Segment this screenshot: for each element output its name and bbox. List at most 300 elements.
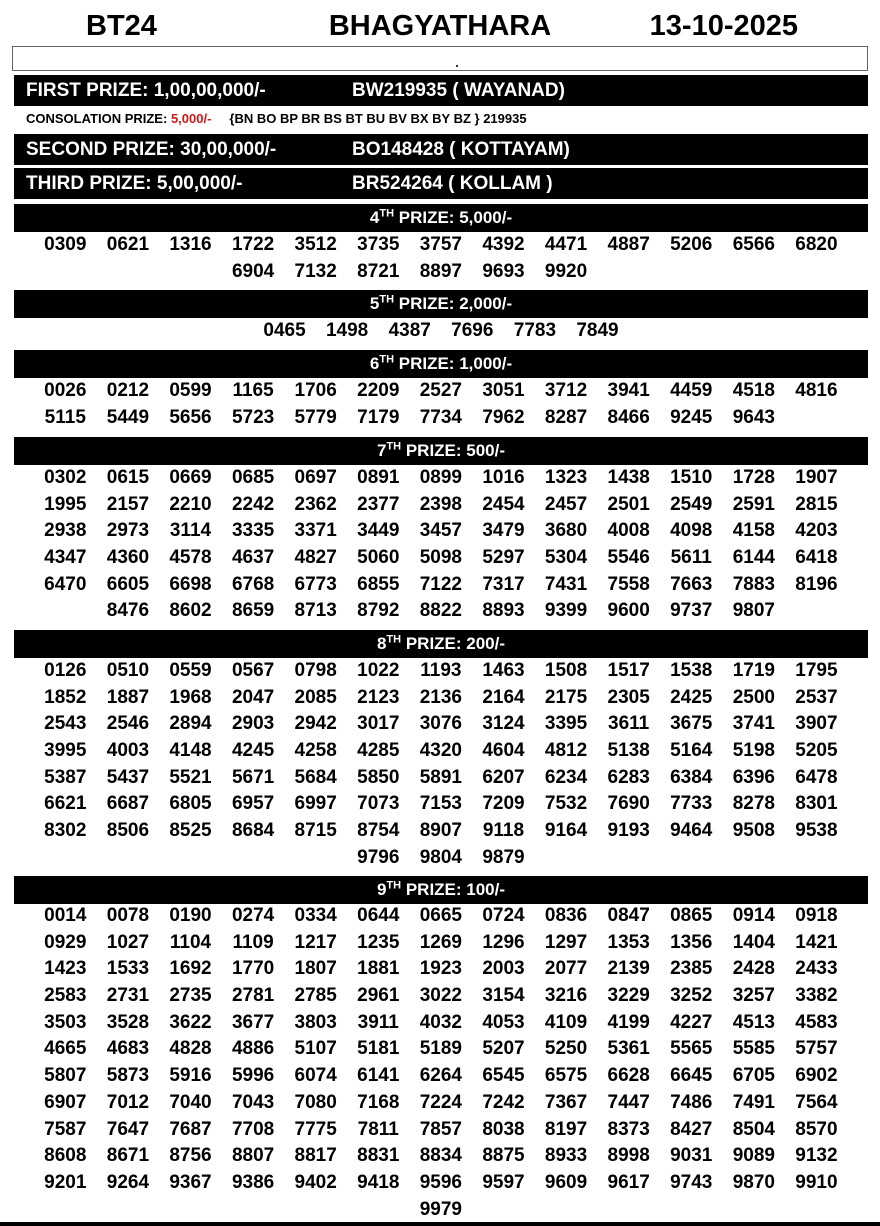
ticket-number: 1887 <box>106 686 150 708</box>
ticket-number: 9464 <box>670 820 713 842</box>
ticket-number: 3216 <box>544 985 588 1007</box>
ticket-number: 4148 <box>169 740 212 762</box>
ticket-number: 9245 <box>670 406 713 428</box>
ticket-number: 7558 <box>607 573 650 595</box>
draw-date: 13-10-2025 <box>649 10 798 42</box>
ticket-number: 4828 <box>169 1038 212 1060</box>
ticket-number: 1297 <box>544 931 588 953</box>
ticket-number: 1016 <box>482 467 525 488</box>
ticket-number: 8756 <box>169 1145 212 1167</box>
ticket-number: 1404 <box>732 931 775 953</box>
ticket-number: 7775 <box>294 1118 337 1140</box>
ticket-number: 7647 <box>106 1118 150 1140</box>
ticket-number: 1692 <box>169 958 212 980</box>
ticket-number: 8602 <box>169 600 212 622</box>
ticket-number: 2136 <box>419 686 462 708</box>
ticket-number: 2385 <box>670 958 713 980</box>
ticket-number: 8998 <box>607 1145 650 1167</box>
ticket-number: 3803 <box>294 1011 337 1033</box>
ticket-number: 7564 <box>795 1091 838 1113</box>
ticket-number: 9538 <box>795 820 838 842</box>
ticket-number: 0190 <box>169 905 212 926</box>
ticket-number: 7073 <box>357 793 400 815</box>
first-prize-bar <box>14 75 868 106</box>
ticket-number: 3371 <box>294 520 337 542</box>
ticket-number: 1353 <box>607 931 650 953</box>
ticket-number: 7486 <box>670 1091 713 1113</box>
prize-section-header <box>14 437 868 465</box>
ticket-number: 1923 <box>419 958 462 980</box>
ticket-number: 8822 <box>419 600 462 622</box>
ticket-number: 1463 <box>482 660 525 681</box>
ticket-number: 9737 <box>670 600 713 622</box>
ticket-number: 5437 <box>106 766 150 788</box>
ticket-number: 6478 <box>795 766 838 788</box>
ticket-number: 1323 <box>544 467 588 488</box>
ticket-number: 5996 <box>231 1065 275 1087</box>
ticket-number: 8570 <box>795 1118 838 1140</box>
ticket-number: 3677 <box>231 1011 275 1033</box>
ticket-number: 6074 <box>294 1065 337 1087</box>
ticket-number: 3154 <box>482 985 525 1007</box>
ticket-number: 8302 <box>44 820 87 842</box>
blank-strip <box>12 46 868 71</box>
ticket-number: 1517 <box>607 660 650 681</box>
ticket-number: 2077 <box>544 958 588 980</box>
ordinal-suffix: TH <box>379 207 395 220</box>
ticket-number: 1193 <box>420 660 462 681</box>
ticket-number: 2785 <box>294 985 337 1007</box>
ticket-number: 0559 <box>169 660 212 681</box>
ticket-number: 7687 <box>169 1118 212 1140</box>
ticket-number: 0891 <box>357 467 400 488</box>
ticket-number: 1423 <box>44 958 87 980</box>
ticket-number: 3479 <box>482 520 525 542</box>
ticket-number: 6396 <box>732 766 775 788</box>
ticket-number: 4583 <box>795 1011 838 1033</box>
ticket-number: 6207 <box>482 766 525 788</box>
ticket-number: 6820 <box>795 234 838 255</box>
ticket-number: 7696 <box>451 320 494 341</box>
ticket-number: 1728 <box>732 467 775 488</box>
ticket-number: 4513 <box>732 1011 775 1033</box>
ticket-number: 6705 <box>732 1065 775 1087</box>
ticket-number: 1235 <box>357 931 400 953</box>
ticket-number: 8907 <box>419 820 462 842</box>
ticket-number: 0026 <box>44 380 87 401</box>
ticket-number: 1269 <box>419 931 462 953</box>
ticket-number: 2583 <box>44 985 87 1007</box>
ticket-number: 5387 <box>44 766 87 788</box>
ticket-number: 8721 <box>357 260 400 282</box>
ticket-number: 4320 <box>419 740 462 762</box>
ticket-number: 6773 <box>294 573 337 595</box>
ticket-number: 6566 <box>732 234 775 255</box>
ticket-number: 5304 <box>544 547 588 569</box>
prize-section-header <box>14 630 868 658</box>
third-prize-ticket: BR524264 ( KOLLAM ) <box>352 173 553 194</box>
ticket-number: 9807 <box>732 600 775 622</box>
ticket-number: 1995 <box>44 493 87 515</box>
ticket-number: 8608 <box>44 1145 87 1167</box>
prize-amount: PRIZE: 500/- <box>405 441 506 460</box>
ticket-number: 5585 <box>732 1038 775 1060</box>
ticket-number: 2210 <box>169 493 212 515</box>
draw-code: BT24 <box>86 10 157 42</box>
prize-ordinal: 5 <box>369 294 380 313</box>
ticket-number: 0669 <box>169 467 212 488</box>
ticket-number: 5164 <box>670 740 713 762</box>
ticket-number: 4392 <box>482 234 525 255</box>
ticket-number: 2537 <box>795 686 838 708</box>
ticket-number: 3741 <box>732 713 775 735</box>
ticket-number: 7663 <box>670 573 713 595</box>
ticket-number: 2457 <box>544 493 588 515</box>
ticket-number: 3735 <box>357 234 400 255</box>
ticket-number: 5198 <box>732 740 775 762</box>
ticket-number: 2003 <box>482 958 525 980</box>
ticket-number: 8715 <box>294 820 337 842</box>
consolation-amount: 5,000/- <box>170 111 212 126</box>
ticket-number: 3911 <box>357 1011 399 1033</box>
ticket-number: 2942 <box>294 713 337 735</box>
ticket-number: 8038 <box>482 1118 525 1140</box>
ticket-number: 9596 <box>419 1171 462 1193</box>
ticket-number: 8506 <box>106 820 150 842</box>
ticket-number: 1968 <box>169 686 212 708</box>
ticket-number: 2543 <box>44 713 87 735</box>
ticket-number: 7587 <box>44 1118 87 1140</box>
ticket-number: 8301 <box>795 793 838 815</box>
ticket-number: 9609 <box>544 1171 588 1193</box>
ticket-number: 5611 <box>670 547 712 569</box>
ticket-number: 0014 <box>44 905 87 926</box>
third-prize-bar <box>14 168 868 199</box>
ticket-number: 4227 <box>670 1011 713 1033</box>
prize-amount: PRIZE: 1,000/- <box>398 354 513 373</box>
ticket-number: 4203 <box>795 520 838 542</box>
ticket-number: 1719 <box>732 660 775 681</box>
ticket-number: 2546 <box>106 713 150 735</box>
dot-mark <box>456 65 458 67</box>
ticket-number: 5757 <box>795 1038 838 1060</box>
ticket-number: 4886 <box>231 1038 275 1060</box>
ticket-number: 4816 <box>795 380 838 401</box>
ticket-number: 1770 <box>231 958 275 980</box>
ticket-number: 8197 <box>544 1118 588 1140</box>
ticket-number: 4285 <box>357 740 400 762</box>
ticket-number: 8893 <box>482 600 525 622</box>
ticket-number: 4459 <box>670 380 713 401</box>
ticket-number: 9386 <box>231 1171 275 1193</box>
ticket-number: 9132 <box>795 1145 838 1167</box>
ticket-number: 2501 <box>607 493 650 515</box>
ticket-number: 2242 <box>231 493 275 515</box>
ticket-number: 6144 <box>732 547 775 569</box>
ticket-number: 6264 <box>419 1065 462 1087</box>
ticket-number: 5189 <box>419 1038 462 1060</box>
ticket-number: 4360 <box>106 547 150 569</box>
ticket-number: 3076 <box>419 713 462 735</box>
ticket-number: 3528 <box>106 1011 150 1033</box>
ticket-number: 6997 <box>294 793 337 815</box>
ticket-number: 7532 <box>544 793 588 815</box>
ticket-number: 4471 <box>544 234 588 255</box>
ticket-number: 3622 <box>169 1011 212 1033</box>
prize-number-grid <box>34 465 848 625</box>
ticket-number: 8754 <box>357 820 400 842</box>
ticket-number: 8897 <box>419 260 462 282</box>
ticket-number: 7168 <box>357 1091 400 1113</box>
ticket-number: 7447 <box>607 1091 650 1113</box>
consolation-series: {BN BO BP BR BS BT BU BV BX BY BZ } 219935 <box>229 111 527 126</box>
prize-section-header <box>14 350 868 378</box>
ticket-number: 5850 <box>357 766 400 788</box>
ticket-number: 6687 <box>106 793 150 815</box>
ticket-number: 8834 <box>419 1145 462 1167</box>
ticket-number: 6234 <box>544 766 588 788</box>
ticket-number: 4887 <box>607 234 650 255</box>
ticket-number: 7883 <box>732 573 775 595</box>
ticket-number: 6575 <box>544 1065 588 1087</box>
prize-amount: PRIZE: 100/- <box>405 880 506 899</box>
ticket-number: 2428 <box>732 958 775 980</box>
ticket-number: 8792 <box>357 600 400 622</box>
ticket-number: 3382 <box>795 985 838 1007</box>
ticket-number: 0567 <box>231 660 275 681</box>
ticket-number: 7733 <box>670 793 713 815</box>
ticket-number: 2731 <box>106 985 150 1007</box>
ticket-number: 0665 <box>419 905 462 926</box>
ticket-number: 7224 <box>419 1091 462 1113</box>
ticket-number: 4158 <box>732 520 775 542</box>
ticket-number: 0836 <box>544 905 588 926</box>
ticket-number: 7857 <box>419 1118 462 1140</box>
ticket-number: 8427 <box>670 1118 713 1140</box>
ticket-number: 5207 <box>482 1038 525 1060</box>
ticket-number: 1027 <box>106 931 150 953</box>
ticket-number: 4578 <box>169 547 212 569</box>
ordinal-suffix: TH <box>379 293 395 306</box>
ticket-number: 4032 <box>419 1011 462 1033</box>
ticket-number: 6628 <box>607 1065 650 1087</box>
ticket-number: 4003 <box>106 740 150 762</box>
ticket-number: 4109 <box>544 1011 588 1033</box>
ticket-number: 9118 <box>482 820 525 842</box>
ticket-number: 6545 <box>482 1065 525 1087</box>
ticket-number: 6283 <box>607 766 650 788</box>
ticket-number: 7122 <box>419 573 462 595</box>
ticket-number: 9643 <box>732 406 775 428</box>
ticket-number: 6805 <box>169 793 212 815</box>
ticket-number: 0798 <box>294 660 337 681</box>
ticket-number: 0929 <box>44 931 87 953</box>
second-prize-ticket: BO148428 ( KOTTAYAM) <box>352 139 570 160</box>
ticket-number: 9796 <box>357 846 400 868</box>
prize-number-grid <box>34 318 848 345</box>
ticket-number: 9910 <box>795 1171 838 1193</box>
prize-ordinal: 6 <box>369 354 380 373</box>
ticket-number: 1217 <box>294 931 337 953</box>
ticket-number: 8525 <box>169 820 212 842</box>
ticket-number: 1722 <box>231 234 275 255</box>
ticket-number: 0899 <box>419 467 462 488</box>
ticket-number: 9870 <box>732 1171 775 1193</box>
ticket-number: 8875 <box>482 1145 525 1167</box>
ticket-number: 7317 <box>482 573 525 595</box>
prize-amount: PRIZE: 2,000/- <box>398 294 513 313</box>
ticket-number: 8807 <box>231 1145 275 1167</box>
ticket-number: 9743 <box>670 1171 713 1193</box>
ticket-number: 7132 <box>294 260 337 282</box>
ticket-number: 3124 <box>482 713 525 735</box>
ticket-number: 0685 <box>231 467 275 488</box>
ticket-number: 6855 <box>357 573 400 595</box>
second-prize-bar <box>14 134 868 165</box>
ticket-number: 1538 <box>670 660 713 681</box>
ticket-number: 7690 <box>607 793 650 815</box>
ticket-number: 6141 <box>357 1065 400 1087</box>
ticket-number: 9193 <box>607 820 650 842</box>
first-prize-label: FIRST PRIZE: 1,00,00,000/- <box>26 80 266 101</box>
ticket-number: 6768 <box>231 573 275 595</box>
ticket-number: 8831 <box>357 1145 400 1167</box>
ticket-number: 6384 <box>670 766 713 788</box>
prize-ordinal: 7 <box>376 441 387 460</box>
ticket-number: 5565 <box>670 1038 713 1060</box>
ticket-number: 1296 <box>482 931 525 953</box>
ticket-number: 3114 <box>169 520 212 542</box>
ticket-number: 9693 <box>482 260 525 282</box>
ticket-number: 2139 <box>607 958 650 980</box>
ticket-number: 9920 <box>544 260 588 282</box>
ticket-number: 7209 <box>482 793 525 815</box>
ticket-number: 9979 <box>419 1198 462 1220</box>
ticket-number: 3335 <box>231 520 275 542</box>
ticket-number: 9418 <box>357 1171 400 1193</box>
ticket-number: 3680 <box>544 520 588 542</box>
ticket-number: 5684 <box>294 766 337 788</box>
prize-section-header <box>14 290 868 318</box>
ticket-number: 2157 <box>106 493 150 515</box>
prize-number-grid <box>34 903 848 1223</box>
ticket-number: 4245 <box>231 740 275 762</box>
ticket-number: 1421 <box>795 931 838 953</box>
ticket-number: 8476 <box>106 600 150 622</box>
ticket-number: 4637 <box>231 547 275 569</box>
ticket-number: 0621 <box>106 234 150 255</box>
ticket-number: 2815 <box>795 493 838 515</box>
ticket-number: 4665 <box>44 1038 87 1060</box>
ticket-number: 9164 <box>544 820 588 842</box>
ticket-number: 3512 <box>294 234 337 255</box>
ticket-number: 0309 <box>44 234 87 255</box>
ticket-number: 0599 <box>169 380 212 401</box>
ticket-number: 5807 <box>44 1065 87 1087</box>
ticket-number: 9508 <box>732 820 775 842</box>
ticket-number: 0212 <box>106 380 150 401</box>
ticket-number: 1022 <box>357 660 400 681</box>
ticket-number: 9031 <box>670 1145 713 1167</box>
ticket-number: 8196 <box>795 573 838 595</box>
ticket-number: 0847 <box>607 905 650 926</box>
ticket-number: 3907 <box>795 713 838 735</box>
ticket-number: 2433 <box>795 958 838 980</box>
ticket-number: 8287 <box>544 406 588 428</box>
prize-section-header <box>14 204 868 232</box>
ticket-number: 2735 <box>169 985 212 1007</box>
ordinal-suffix: TH <box>386 879 402 892</box>
ticket-number: 5115 <box>44 406 86 428</box>
ticket-number: 7431 <box>544 573 588 595</box>
ticket-number: 5723 <box>231 406 275 428</box>
ticket-number: 5449 <box>106 406 150 428</box>
ticket-number: 3449 <box>357 520 400 542</box>
ticket-number: 9264 <box>106 1171 150 1193</box>
ticket-number: 3051 <box>482 380 525 401</box>
ticket-number: 5297 <box>482 547 525 569</box>
ticket-number: 1438 <box>607 467 650 488</box>
ticket-number: 3941 <box>607 380 650 401</box>
ticket-number: 8933 <box>544 1145 588 1167</box>
ticket-number: 1165 <box>232 380 274 401</box>
ticket-number: 6904 <box>231 260 275 282</box>
ticket-number: 9399 <box>544 600 588 622</box>
ticket-number: 0724 <box>482 905 525 926</box>
ticket-number: 6902 <box>795 1065 838 1087</box>
ticket-number: 5138 <box>607 740 650 762</box>
ticket-number: 1104 <box>169 931 212 953</box>
ticket-number: 4387 <box>388 320 431 341</box>
ticket-number: 5671 <box>231 766 275 788</box>
ordinal-suffix: TH <box>386 633 402 646</box>
ticket-number: 8466 <box>607 406 650 428</box>
ticket-number: 9597 <box>482 1171 525 1193</box>
ticket-number: 6470 <box>44 573 87 595</box>
ticket-number: 1109 <box>232 931 274 953</box>
ticket-number: 8671 <box>106 1145 150 1167</box>
ticket-number: 5546 <box>607 547 650 569</box>
ticket-number: 2591 <box>732 493 775 515</box>
ticket-number: 1907 <box>795 467 838 488</box>
ticket-number: 9600 <box>607 600 650 622</box>
ticket-number: 8278 <box>732 793 775 815</box>
ticket-number: 5521 <box>169 766 212 788</box>
ticket-number: 2894 <box>169 713 212 735</box>
ticket-number: 1852 <box>44 686 87 708</box>
ticket-number: 8684 <box>231 820 275 842</box>
ticket-number: 1533 <box>106 958 150 980</box>
ticket-number: 0865 <box>670 905 713 926</box>
ticket-number: 6645 <box>670 1065 713 1087</box>
ticket-number: 5206 <box>670 234 713 255</box>
ticket-number: 8817 <box>294 1145 337 1167</box>
ticket-number: 4812 <box>544 740 588 762</box>
ticket-number: 7179 <box>357 406 400 428</box>
third-prize-label: THIRD PRIZE: 5,00,000/- <box>26 173 243 194</box>
result-header <box>0 6 880 46</box>
ticket-number: 4258 <box>294 740 337 762</box>
prize-ordinal: 9 <box>376 880 387 899</box>
ticket-number: 1706 <box>294 380 337 401</box>
ticket-number: 0615 <box>106 467 150 488</box>
ticket-number: 7043 <box>231 1091 275 1113</box>
ticket-number: 2938 <box>44 520 87 542</box>
ticket-number: 7708 <box>231 1118 275 1140</box>
ticket-number: 2425 <box>670 686 713 708</box>
ticket-number: 0510 <box>106 660 150 681</box>
ticket-number: 2903 <box>231 713 275 735</box>
